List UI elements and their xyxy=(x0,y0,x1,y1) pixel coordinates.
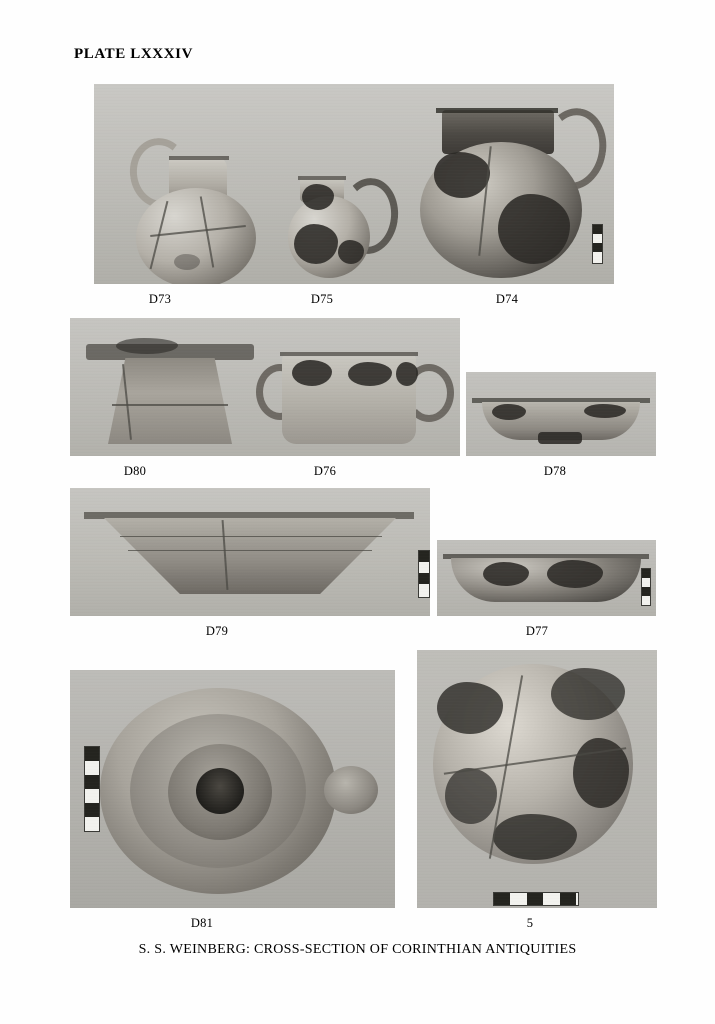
vessel-d73 xyxy=(114,104,264,279)
scale-bar-d74 xyxy=(592,224,603,264)
caption-d74: D74 xyxy=(495,292,519,306)
scale-bar-d77 xyxy=(641,568,651,606)
vessel-d74 xyxy=(414,98,604,280)
vessel-d80 xyxy=(86,330,256,448)
rim-d75 xyxy=(298,176,346,180)
lamp-nozzle-d81 xyxy=(324,766,378,814)
caption-d77: D77 xyxy=(525,624,549,638)
caption-d80: D80 xyxy=(123,464,147,478)
caption-d75: D75 xyxy=(310,292,334,306)
vessel-fig5 xyxy=(433,664,641,872)
caption-fig5: 5 xyxy=(526,916,534,930)
vessel-d79 xyxy=(84,502,414,602)
rim-d79 xyxy=(84,512,414,519)
caption-d79: D79 xyxy=(205,624,229,638)
vessel-d76 xyxy=(256,346,452,450)
lamp-hole-d81 xyxy=(196,768,244,814)
page-title: PLATE LXXXIV xyxy=(74,46,194,62)
vessel-d75 xyxy=(284,162,394,280)
vessel-d77 xyxy=(443,548,649,608)
caption-d81: D81 xyxy=(190,916,214,930)
rim-d76 xyxy=(280,352,418,356)
photo-row4-left xyxy=(70,670,395,908)
photo-row4-right xyxy=(417,650,657,908)
vessel-d78 xyxy=(472,382,650,448)
rim-d74 xyxy=(436,108,558,113)
scale-bar-fig5 xyxy=(493,892,579,906)
scale-bar-d79 xyxy=(418,550,430,598)
rim-d73 xyxy=(169,156,229,160)
body-d79 xyxy=(104,518,396,594)
photo-row3-left xyxy=(70,488,430,616)
body-d77 xyxy=(451,558,641,602)
foot-d78 xyxy=(538,432,582,444)
caption-d73: D73 xyxy=(148,292,172,306)
plate-footer: S. S. WEINBERG: CROSS-SECTION OF CORINTHIAN ANTIQUITIES xyxy=(138,942,577,957)
crack-d80-2 xyxy=(112,404,228,406)
caption-d78: D78 xyxy=(543,464,567,478)
photo-row2-left xyxy=(70,318,460,456)
photo-row2-right xyxy=(466,372,656,456)
photo-row3-right xyxy=(437,540,656,616)
scale-bar-d81 xyxy=(84,746,100,832)
vessel-d81 xyxy=(84,680,384,900)
caption-d76: D76 xyxy=(313,464,337,478)
crack-d79-3 xyxy=(128,550,372,551)
photo-row1 xyxy=(94,84,614,284)
crack-d79-2 xyxy=(120,536,382,537)
